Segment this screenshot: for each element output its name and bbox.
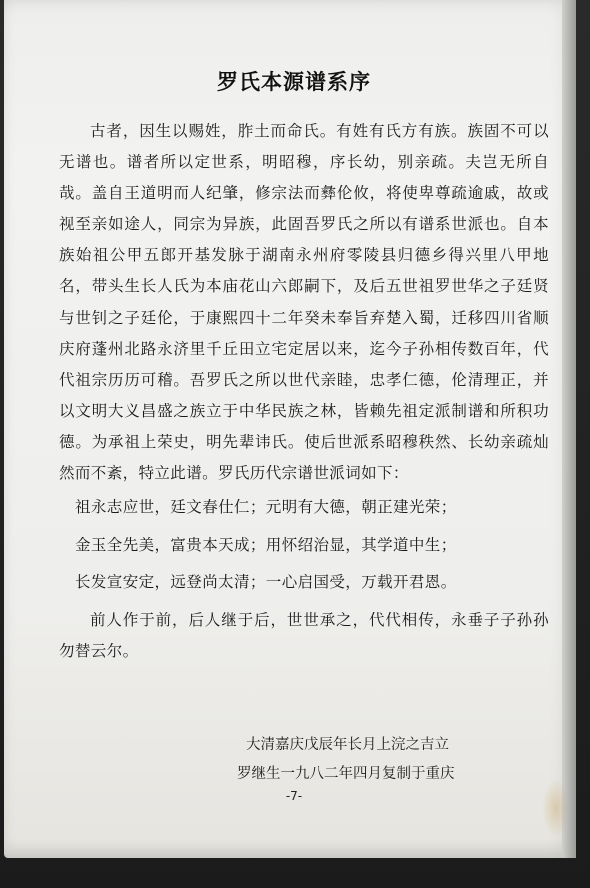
generation-verse-2: 金玉全先美，富贵本天成；用怀绍治显，其学道中生； bbox=[75, 535, 457, 554]
generation-verse-3: 长发宣安定，远登尚太清；一心启国受，万载开君恩。 bbox=[75, 573, 457, 592]
page-title: 罗氏本源谱系序 bbox=[217, 70, 371, 94]
preface-paragraph: 古者，因生以赐姓，胙土而命氏。有姓有氏方有族。族固不可以无谱也。谱者所以定世系，明昭穆，序长幼，别亲疏。夫岂无所自哉。盖自王道明而人纪肇，修宗法而彝伦攸，将使卑尊疏逾戚，故或视至亲如途人，同宗为异族，此固吾罗氏之所以有谱系世派也。自本族始祖公甲五郎开基发脉于湖南永州府零陵县归德乡得兴里八甲地名，带头生长人氏为本庙花山六郎嗣下，及后五世祖罗世华之子廷贤与世钊之子廷伦，于康熙四十二年癸未奉旨弃楚入蜀，迁移四川省顺庆府蓬州北路永济里千丘田立宅定居以来，迄今子孙相传数百年，代代祖宗历历可稽。吾罗氏之所以世代亲睦，忠孝仁德，伦清理正，并以文明大义昌盛之族立于中华民族之林，皆赖先祖定派制谱和所积功德。为承祖上荣史，明先辈讳氏。使后世派系昭穆秩然、长幼亲疏灿然而不紊，特立此谱。罗氏历代宗谱世派词如下： bbox=[59, 122, 549, 483]
generation-verse-1: 祖永志应世，廷文春仕仁；元明有大德，朝正建光荣； bbox=[75, 498, 457, 517]
body-text bbox=[59, 116, 549, 667]
page-number: -7- bbox=[285, 789, 303, 803]
signature-line-1: 大清嘉庆戊辰年长月上浣之吉立 bbox=[246, 737, 449, 753]
book-page bbox=[4, 0, 576, 858]
signature-line-2: 罗继生一九八二年四月复制于重庆 bbox=[237, 766, 455, 782]
page-edge bbox=[562, 0, 576, 858]
closing-paragraph: 前人作于前，后人继于后，世世承之，代代相传，永垂子子孙孙勿替云尔。 bbox=[59, 610, 549, 660]
